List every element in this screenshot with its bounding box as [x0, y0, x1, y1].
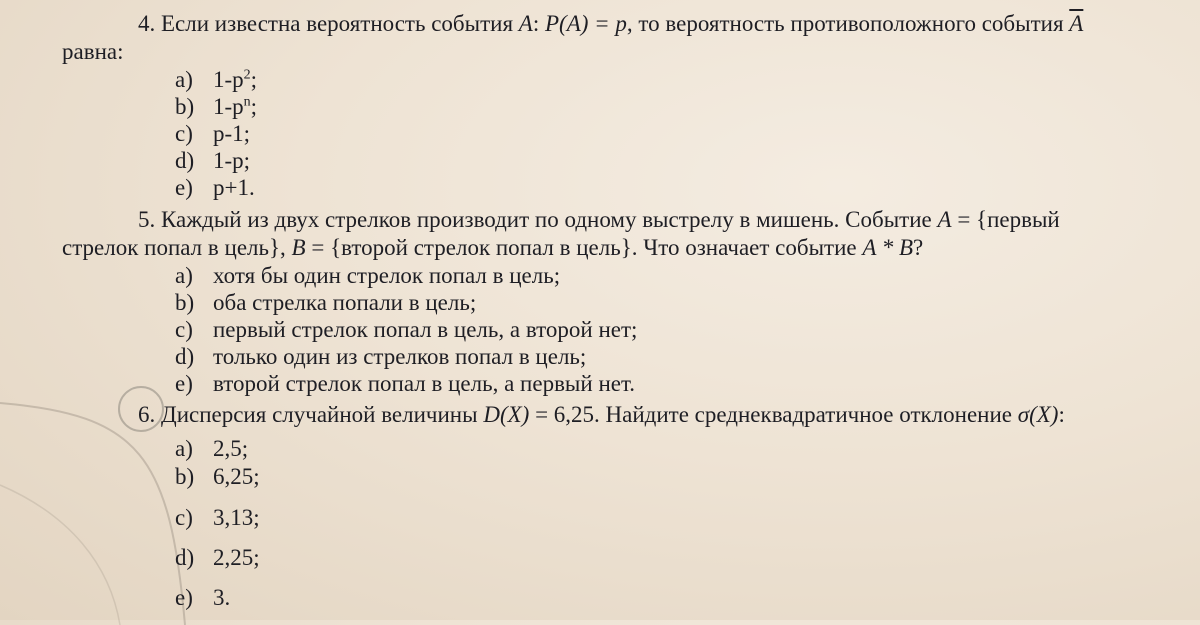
option-tail: ; [250, 67, 258, 92]
option-text: хотя бы один стрелок попал в цель; [213, 263, 561, 288]
option-text: первый стрелок попал в цель, а второй нет; [213, 317, 638, 342]
option-text: второй стрелок попал в цель, а первый нет. [213, 371, 636, 396]
option-text: 1-p [213, 94, 244, 119]
option-letter: d) [175, 148, 195, 173]
question-5-option-c [175, 318, 637, 341]
option-text: оба стрелка попали в цель; [213, 290, 477, 315]
option-text: только один из стрелков попал в цель; [213, 344, 587, 369]
question-4-option-b [175, 95, 257, 118]
question-6-option-c [175, 506, 260, 529]
event-a: A [937, 207, 952, 232]
question-4-option-e [175, 176, 255, 199]
question-4-text: Если известна вероятность события [161, 11, 514, 36]
question-6-text-2: = 6,25. Найдите среднеквадратичное отклонение [535, 402, 1012, 427]
option-text: 2,5; [213, 436, 249, 461]
question-5-text: Каждый из двух стрелков производит по одному выстрелу в мишень. Событие [161, 207, 932, 232]
option-text: 2,25; [213, 545, 260, 570]
question-6-colon: : [1058, 402, 1065, 427]
question-5-line-1 [138, 208, 1060, 231]
event-product: A * B [862, 235, 914, 260]
option-text: 1-p [213, 67, 244, 92]
event-a: A [518, 11, 533, 36]
option-text: 3. [213, 585, 231, 610]
complement-event: $\overline{A}$ [1069, 11, 1084, 36]
question-6-option-d [175, 546, 260, 569]
option-text: p-1; [213, 121, 251, 146]
option-letter: e) [175, 175, 193, 200]
option-superscript: 2 [243, 67, 251, 83]
option-letter: a) [175, 263, 193, 288]
question-5-text-2: стрелок попал в цель}, [62, 235, 286, 260]
option-letter: e) [175, 371, 193, 396]
question-6-option-a [175, 437, 248, 460]
question-5-option-b [175, 291, 476, 314]
option-letter: b) [175, 94, 195, 119]
option-letter: d) [175, 545, 195, 570]
option-text: 6,25; [213, 464, 260, 489]
option-letter: c) [175, 121, 193, 146]
question-5-number: 5. [138, 207, 156, 232]
option-letter: b) [175, 290, 195, 315]
question-4-option-a [175, 68, 257, 91]
question-4-line-1 [138, 12, 1083, 35]
option-letter: e) [175, 585, 193, 610]
option-letter: a) [175, 67, 193, 92]
option-tail: ; [250, 94, 258, 119]
variance-formula: D(X) [483, 402, 530, 427]
sigma-formula: σ(X) [1017, 402, 1059, 427]
question-5-text-tail: = {первый [957, 207, 1060, 232]
option-text: p+1. [213, 175, 255, 200]
event-b: B [291, 235, 306, 260]
option-letter: b) [175, 464, 195, 489]
question-6-option-e [175, 586, 230, 609]
option-letter: d) [175, 344, 195, 369]
option-letter: a) [175, 436, 193, 461]
question-mark: ? [913, 235, 924, 260]
option-superscript: n [243, 94, 251, 110]
option-text: 1-p; [213, 148, 251, 173]
question-5-option-e [175, 372, 635, 395]
question-6-text: Дисперсия случайной величины [161, 402, 478, 427]
question-5-text-3: = {второй стрелок попал в цель}. Что означает событие [311, 235, 857, 260]
question-4-number: 4. [138, 11, 156, 36]
colon: : [532, 11, 540, 36]
question-4-text-tail: , то вероятность противоположного события [626, 11, 1064, 36]
option-letter: c) [175, 505, 193, 530]
question-5-option-a [175, 264, 560, 287]
probability-formula: P(A) = p [544, 11, 627, 36]
option-text: 3,13; [213, 505, 260, 530]
question-5-line-2 [62, 236, 923, 259]
question-5-option-d [175, 345, 586, 368]
question-6-line-1 [138, 403, 1065, 426]
question-4-option-d [175, 149, 250, 172]
question-4-continuation: равна: [62, 39, 124, 64]
question-6-number: 6. [138, 402, 156, 427]
option-letter: c) [175, 317, 193, 342]
question-6-option-b [175, 465, 260, 488]
question-4-option-c [175, 122, 250, 145]
